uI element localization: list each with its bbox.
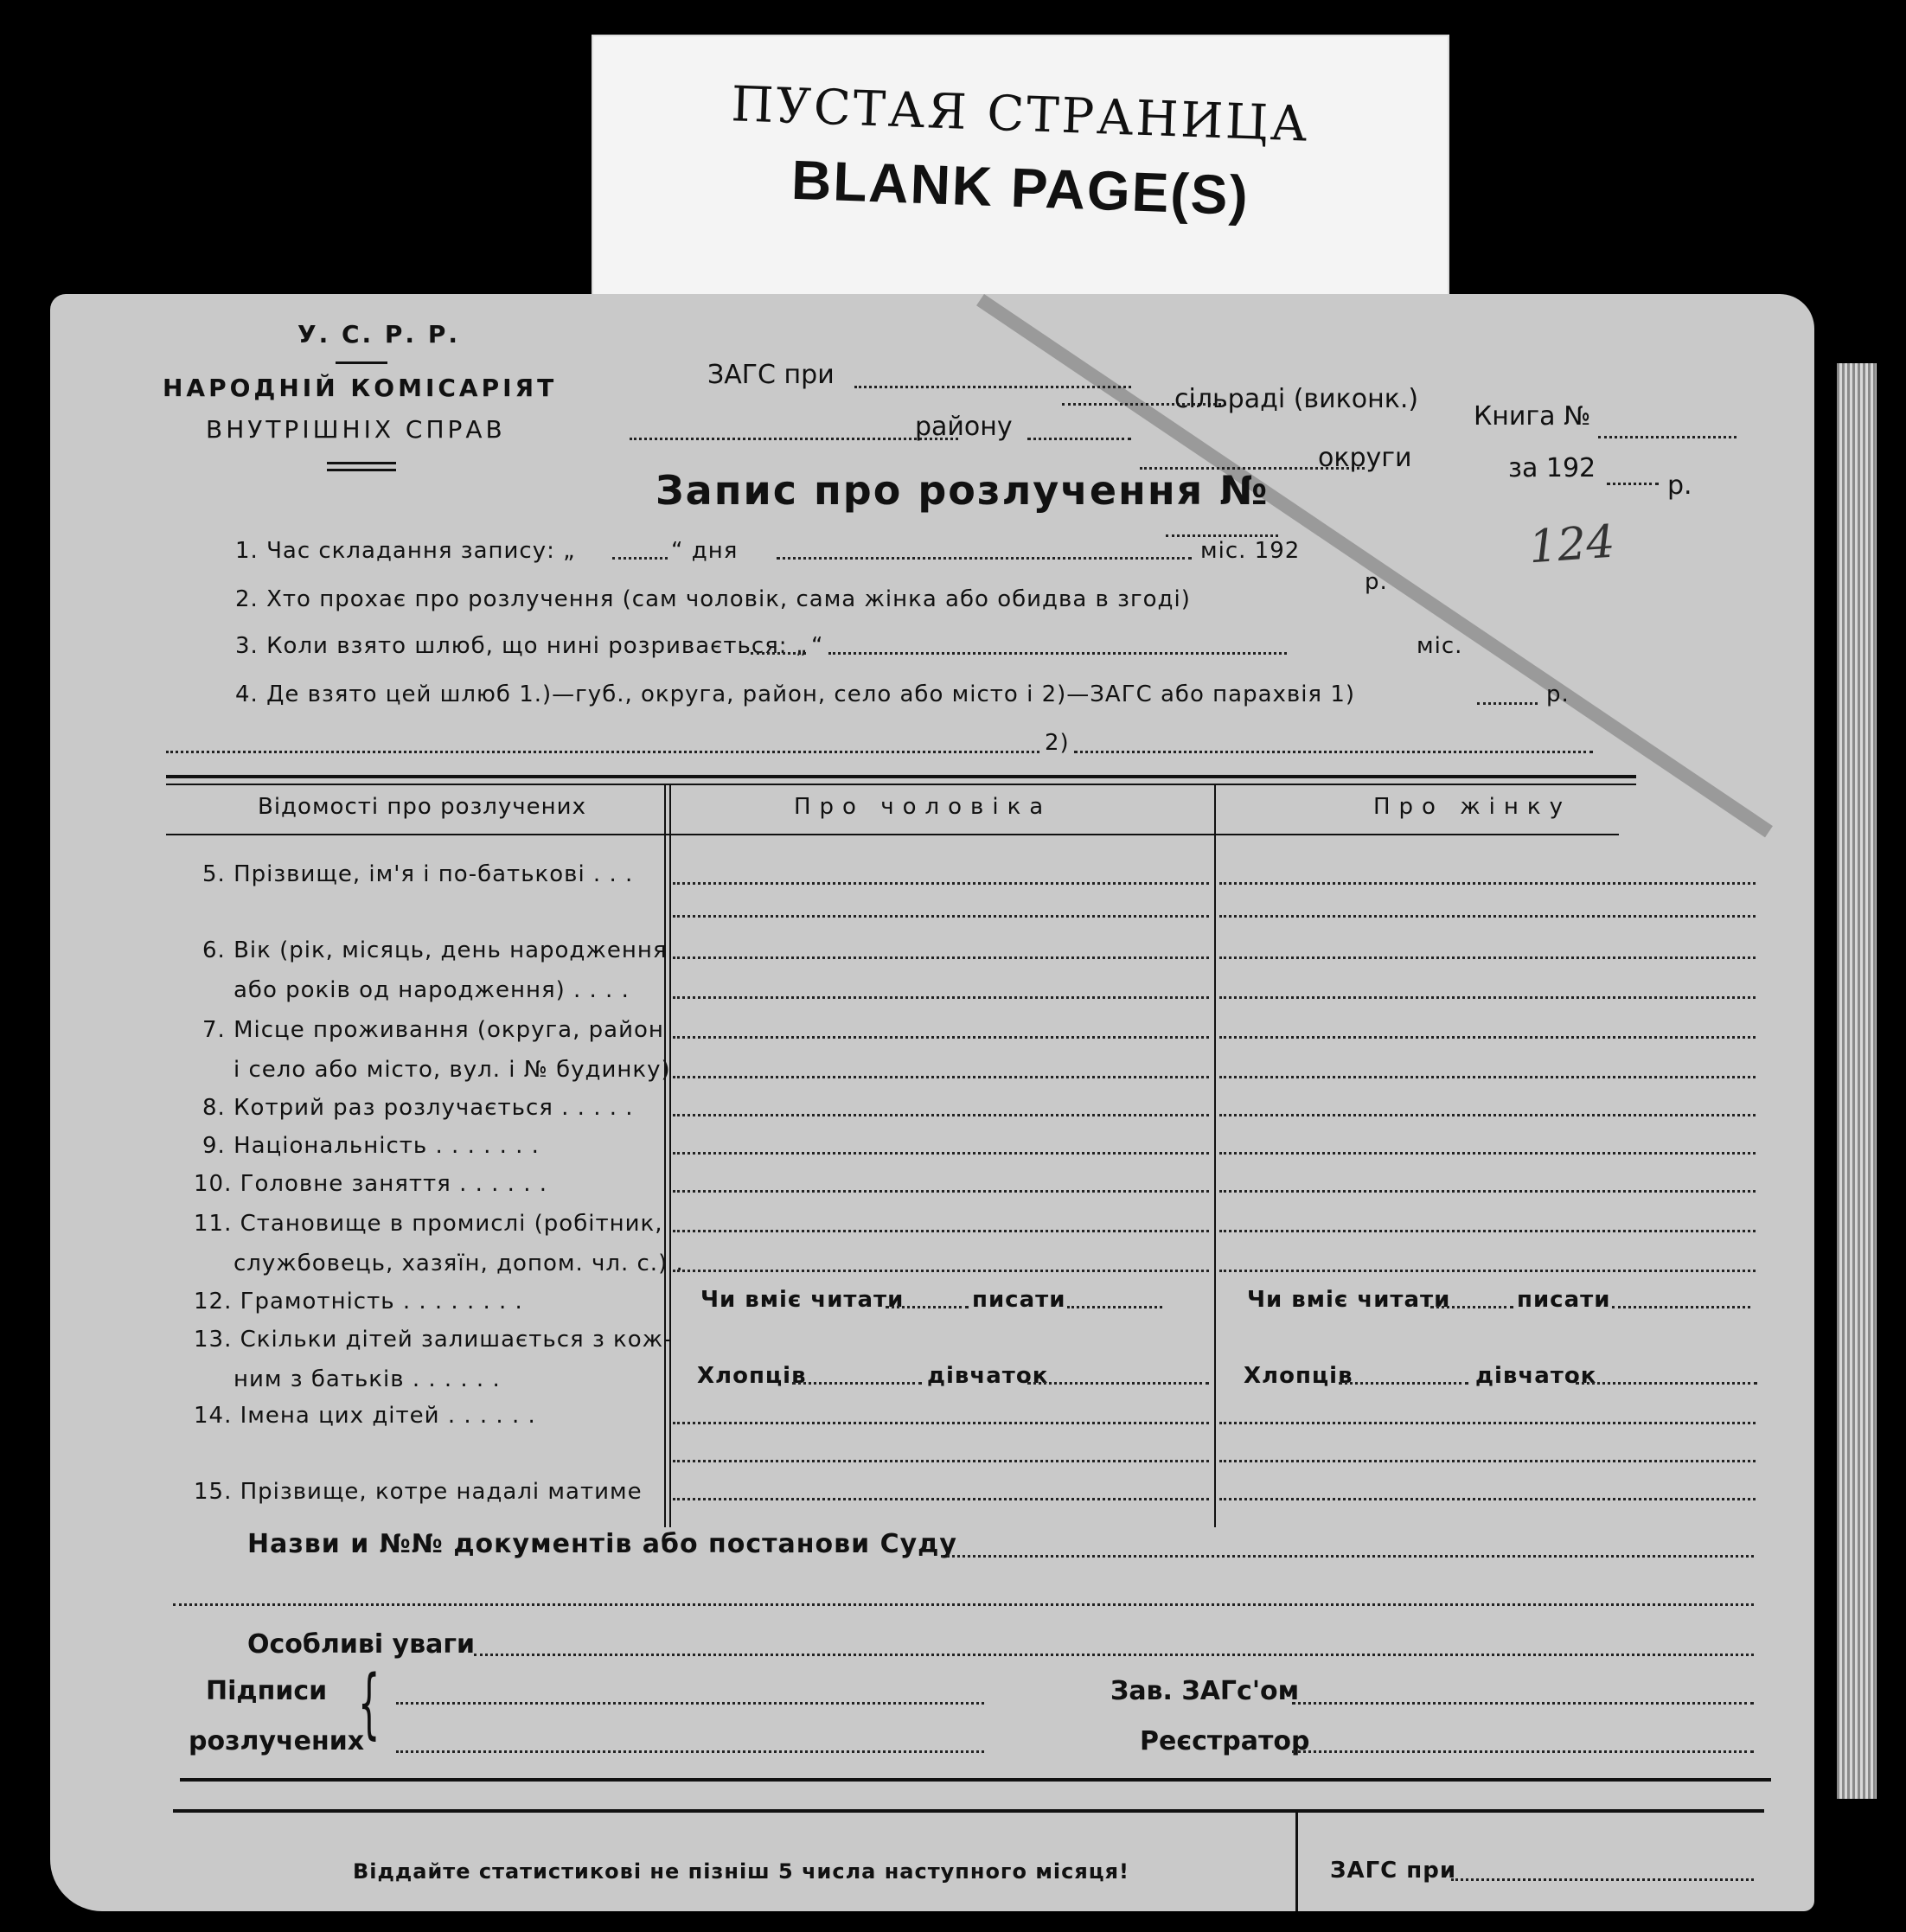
table-header-info: Відомості про розлучених: [258, 794, 586, 820]
silrada-label: сільраді (виконк.): [1174, 384, 1419, 414]
footer-rule: [180, 1778, 1771, 1782]
husband-nationality-field[interactable]: [673, 1152, 1209, 1155]
signatures-label-2: розлучених: [189, 1726, 365, 1756]
wife-residence-field-2[interactable]: [1219, 1076, 1756, 1078]
header-divider: [327, 462, 396, 464]
page-stack-edge: [1837, 363, 1877, 1799]
registrar-signature-field[interactable]: [1292, 1750, 1754, 1753]
notes-field[interactable]: [474, 1654, 1754, 1656]
husband-children-names-field-2[interactable]: [673, 1460, 1209, 1462]
divorce-record-form: [50, 294, 1858, 1911]
husband-divorce-count-field[interactable]: [673, 1114, 1209, 1116]
table-row: 10. Головне заняття . . . . . .: [194, 1171, 547, 1197]
table-col-divider-1: [664, 784, 666, 1527]
rayon-field[interactable]: [630, 438, 958, 440]
wife-industry-field-2[interactable]: [1219, 1270, 1756, 1272]
book-number-field[interactable]: [1598, 436, 1737, 438]
table-header-rule: [166, 834, 1619, 835]
table-col-divider-2: [1214, 784, 1216, 1527]
blank-page-slip: [592, 35, 1449, 329]
signature-field-1[interactable]: [396, 1702, 984, 1705]
okrug-field-start[interactable]: [1027, 438, 1131, 440]
handwritten-number: 124: [1527, 515, 1617, 574]
table-top-rule: [166, 775, 1636, 778]
field4-suffix: р.: [1546, 681, 1570, 707]
documents-label: Назви и №№ документів або постанови Суду: [247, 1529, 957, 1559]
form-sheet: [50, 294, 1814, 1911]
slip-russian-text: ПУСТАЯ СТРАНИЦА: [730, 76, 1311, 153]
field4-1-line[interactable]: [166, 751, 1039, 753]
footer-zags-label: ЗАГС при: [1330, 1858, 1457, 1884]
field1-day[interactable]: [612, 557, 668, 560]
field4-2-line[interactable]: [1074, 751, 1593, 753]
husband-surname-field[interactable]: [673, 1498, 1209, 1500]
table-row: 11. Становище в промислі (робітник,: [194, 1211, 663, 1237]
table-col-divider-1b: [669, 784, 671, 1527]
husband-can-read-label: Чи вміє читати: [700, 1287, 905, 1313]
wife-boys-label: Хлопців: [1244, 1363, 1353, 1389]
husband-age-field-2[interactable]: [673, 996, 1209, 999]
book-number-label: Книга №: [1474, 401, 1591, 432]
field3-month-label: міс.: [1417, 633, 1463, 659]
notes-label: Особливі уваги: [247, 1629, 476, 1660]
field3-day[interactable]: [751, 652, 806, 655]
wife-residence-field[interactable]: [1219, 1036, 1756, 1039]
husband-can-read-field[interactable]: [886, 1306, 969, 1308]
husband-industry-field[interactable]: [673, 1230, 1209, 1232]
field3-label: 3. Коли взято шлюб, що нині розривається: „: [235, 633, 809, 659]
table-row: 13. Скільки дітей залишається з кож-: [194, 1327, 673, 1353]
field3-quote: “: [811, 633, 824, 659]
wife-age-field[interactable]: [1219, 956, 1756, 959]
form-title: Запис про розлучення №: [656, 467, 1270, 514]
footer-zags-field[interactable]: [1451, 1878, 1754, 1881]
table-row: 6. Вік (рік, місяць, день народження: [202, 937, 668, 963]
footer-rule-2: [173, 1809, 1764, 1813]
record-number-field[interactable]: [1166, 534, 1278, 537]
field3-month[interactable]: [828, 652, 1287, 655]
signature-field-2[interactable]: [396, 1750, 984, 1753]
husband-boys-field[interactable]: [792, 1382, 922, 1385]
wife-industry-field[interactable]: [1219, 1230, 1756, 1232]
year-suffix: р.: [1667, 470, 1692, 501]
wife-can-read-field[interactable]: [1430, 1306, 1513, 1308]
husband-residence-field-2[interactable]: [673, 1076, 1209, 1078]
wife-can-write-field[interactable]: [1612, 1306, 1750, 1308]
husband-girls-field[interactable]: [1027, 1382, 1209, 1385]
table-row: або років од народження) . . . .: [233, 977, 630, 1003]
wife-children-names-field[interactable]: [1219, 1422, 1756, 1424]
wife-can-write-label: писати: [1517, 1287, 1611, 1313]
rayon-label: району: [915, 412, 1013, 442]
signatures-brace-icon: {: [358, 1660, 381, 1749]
husband-age-field[interactable]: [673, 956, 1209, 959]
header-divider: [327, 469, 396, 471]
wife-nationality-field[interactable]: [1219, 1152, 1756, 1155]
year-label: за 192: [1508, 453, 1596, 483]
table-row: 12. Грамотність . . . . . . . .: [194, 1289, 523, 1315]
husband-residence-field[interactable]: [673, 1036, 1209, 1039]
wife-boys-field[interactable]: [1339, 1382, 1468, 1385]
field1-day-label: “ дня: [671, 538, 739, 564]
wife-name-field[interactable]: [1219, 882, 1756, 885]
wife-can-read-label: Чи вміє читати: [1247, 1287, 1451, 1313]
wife-children-names-field-2[interactable]: [1219, 1460, 1756, 1462]
husband-name-field[interactable]: [673, 882, 1209, 885]
field2-label: 2. Хто прохає про розлучення (сам чоловік, сама жінка або обидва в згоді): [235, 586, 1191, 612]
ministry-line2: ВНУТРІШНІХ СПРАВ: [206, 415, 506, 444]
table-row: 7. Місце проживання (округа, район: [202, 1017, 664, 1043]
husband-can-write-label: писати: [972, 1287, 1066, 1313]
wife-girls-field[interactable]: [1576, 1382, 1757, 1385]
ministry-line1: НАРОДНІЙ КОМІСАРІЯТ: [163, 374, 558, 402]
field1-month[interactable]: [777, 557, 1192, 560]
footer-divider: [1295, 1813, 1298, 1911]
slip-english-text: BLANK PAGE(S): [790, 148, 1250, 227]
signatures-label-1: Підписи: [206, 1676, 328, 1706]
documents-field[interactable]: [941, 1555, 1754, 1558]
wife-age-field-2[interactable]: [1219, 996, 1756, 999]
husband-boys-label: Хлопців: [697, 1363, 807, 1389]
head-signature-field[interactable]: [1292, 1702, 1754, 1705]
header-divider: [336, 361, 387, 364]
wife-girls-label: дівчаток: [1475, 1363, 1597, 1389]
documents-field-2[interactable]: [173, 1603, 1754, 1606]
wife-name-field-2[interactable]: [1219, 915, 1756, 918]
table-header-husband: Про чоловіка: [794, 794, 1052, 820]
husband-name-field-2[interactable]: [673, 915, 1209, 918]
field4-2-label: 2): [1045, 730, 1070, 756]
zags-label: ЗАГС при: [707, 360, 835, 390]
head-label: Зав. ЗАГс'ом: [1110, 1676, 1300, 1706]
zags-field[interactable]: [854, 386, 1131, 388]
okrug-label: округи: [1318, 443, 1412, 473]
table-row: ним з батьків . . . . . .: [233, 1366, 501, 1392]
field1-month-label: міс. 192: [1200, 538, 1301, 564]
year-field[interactable]: [1607, 483, 1659, 485]
field4-1-field[interactable]: [1477, 702, 1538, 705]
fold-crease: [976, 294, 1773, 837]
husband-occupation-field[interactable]: [673, 1190, 1209, 1193]
wife-occupation-field[interactable]: [1219, 1190, 1756, 1193]
field1-label: 1. Час складання запису: „: [235, 538, 576, 564]
table-row: 9. Національність . . . . . . .: [202, 1133, 540, 1159]
husband-industry-field-2[interactable]: [673, 1270, 1209, 1272]
wife-divorce-count-field[interactable]: [1219, 1114, 1756, 1116]
statistics-note: Віддайте статистикові не пізніш 5 числа наступного місяця!: [353, 1859, 1129, 1884]
registrar-label: Реєстратор: [1140, 1726, 1310, 1756]
wife-surname-field[interactable]: [1219, 1498, 1756, 1500]
table-header-wife: Про жінку: [1373, 794, 1571, 820]
country-header: У. С. Р. Р.: [297, 320, 460, 349]
table-row: 5. Прізвище, ім'я і по-батькові . . .: [202, 861, 634, 887]
field1-year-suffix: р.: [1365, 569, 1388, 595]
table-row: 15. Прізвище, котре надалі матиме: [194, 1479, 643, 1505]
table-row: 14. Імена цих дітей . . . . . .: [194, 1403, 536, 1429]
husband-girls-label: дівчаток: [927, 1363, 1049, 1389]
table-row: службовець, хазяїн, допом. чл. с.) .: [233, 1251, 684, 1276]
table-row: 8. Котрий раз розлучається . . . . .: [202, 1095, 634, 1121]
field4-label: 4. Де взято цей шлюб 1.)—губ., округа, район, село або місто і 2)—ЗАГС або парахвія 1): [235, 681, 1356, 707]
husband-children-names-field[interactable]: [673, 1422, 1209, 1424]
husband-can-write-field[interactable]: [1067, 1306, 1162, 1308]
table-row: і село або місто, вул. і № будинку): [233, 1057, 671, 1083]
table-top-rule-2: [166, 784, 1636, 785]
